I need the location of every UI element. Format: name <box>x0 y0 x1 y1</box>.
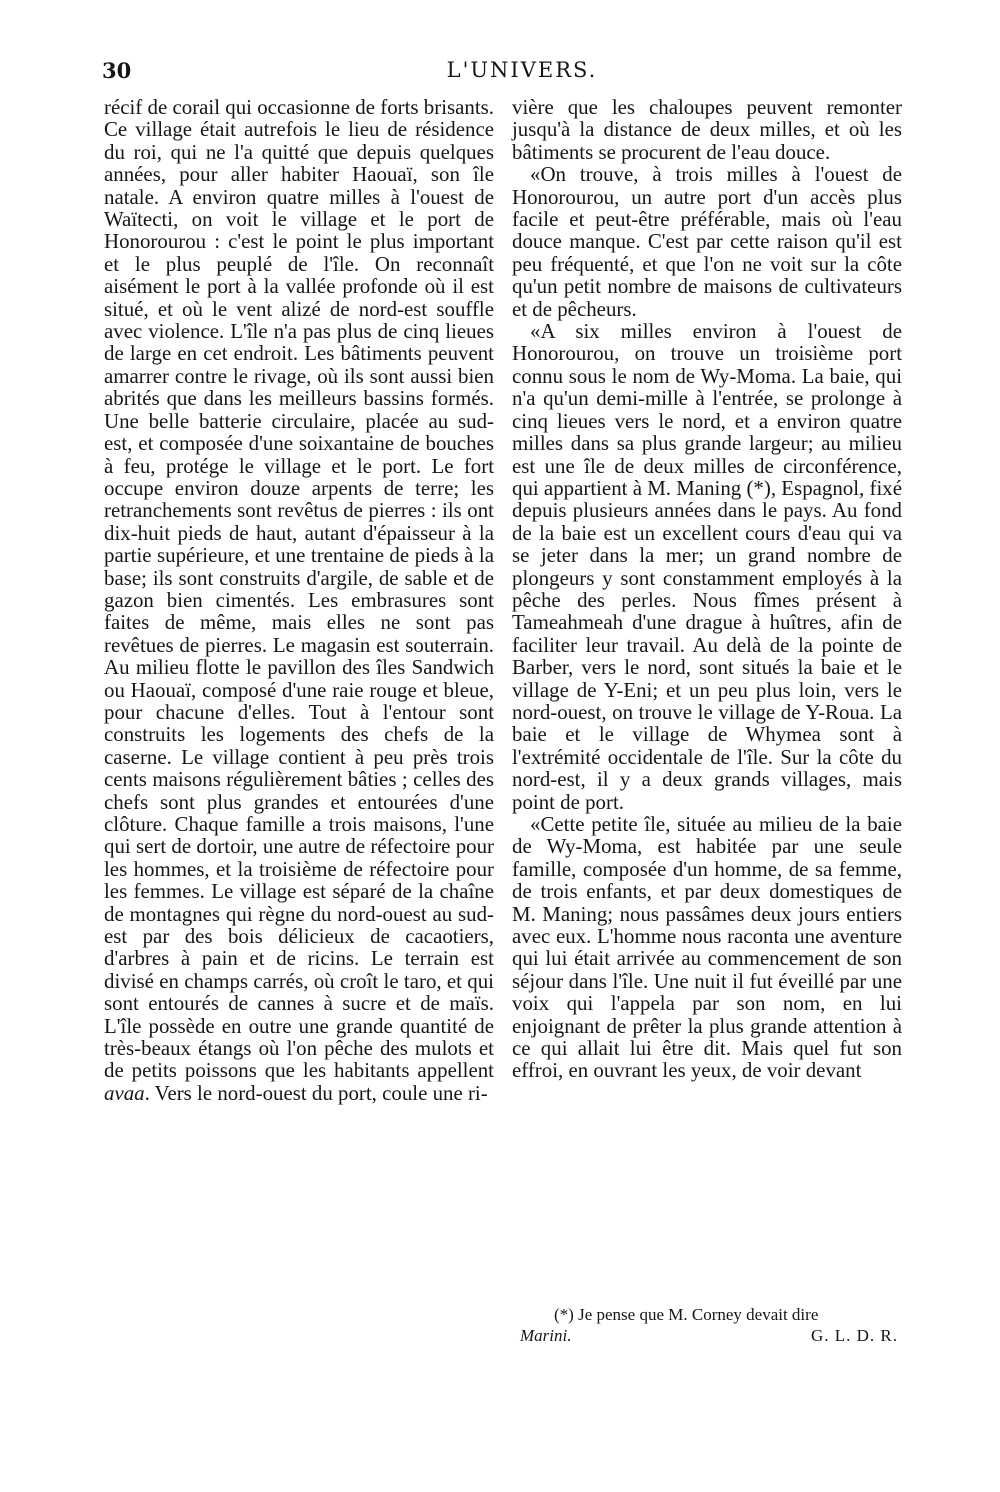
left-paragraph-1 <box>104 96 494 1104</box>
right-paragraph-2: «On trouve, à trois milles à l'ouest de Honorourou, un autre port d'un accès plus facile et peut-être préférable, mais où l'eau douce manque. C'est par cette raison qu'il est peu fréquenté, et que l'on ne voit sur la côte qu'un petit nombre de maisons de cultivateurs et de pêcheurs. <box>512 162 902 321</box>
left-paragraph-1-end: . Vers le nord-ouest du port, coule une ri- <box>144 1080 488 1105</box>
footnote-signature: G. L. D. R. <box>810 1326 898 1345</box>
left-paragraph-1-text: récif de corail qui occasionne de forts brisants. Ce village était autrefois le lieu de résidence du roi, qui ne l'a quitté que depuis quelques années, pour aller habiter Haouaï, son île natale. A environ quatre milles à l'ouest de Waïtecti, on voit le village et le port de Honorourou : c'est le point le plus important et le plus peuplé de l'île. On reconnaît aisément le port à la vallée profonde où il est situé, et où le vent alizé de nord-est souffle avec violence. L'île n'a pas plus de cinq lieues de large en cet endroit. Les bâtiments peuvent amarrer contre le rivage, où ils sont aussi bien abrités que dans les meilleurs bassins formés. Une belle batterie circulaire, placée au sud-est, et composée d'une soixantaine de bouches à feu, protége le village et le port. Le fort occupe environ douze arpents de terre; les retranchements sont revêtus de pierres : ils ont dix-huit pieds de haut, autant d'épaisseur à la partie supérieure, et une trentaine de pieds à la base; ils sont construits d'argile, de sable et de gazon bien cimentés. Les embrasures sont faites de même, mais elles ne sont pas revêtues de pierres. Le magasin est souterrain. Au milieu flotte le pavillon des îles Sandwich ou Haouaï, composé d'une raie rouge et bleue, pour chacune d'elles. Tout à l'entour sont construits les logements des chefs de la caserne. Le village contient à peu près trois cents maisons régulièrement bâties ; celles des chefs sont plus grandes et entourées d'une clôture. Chaque famille a trois maisons, l'une qui sert de dortoir, une autre de réfectoire pour les hommes, et la troisième de réfectoire pour les femmes. Le village est séparé de la chaîne de montagnes qui règne du nord-ouest au sud-est par des bois délicieux de cacaotiers, d'arbres à pain et de ricins. Le terrain est divisé en champs carrés, où croît le taro, et qui sont entourés de cannes à sucre et de maïs. L'île possède en outre une grande quantité de très-beaux étangs où l'on pêche des mulots et de petits poissons que les habitants appellent <box>104 95 494 1083</box>
left-column <box>104 96 494 1104</box>
right-paragraph-4: «Cette petite île, située au milieu de la baie de Wy-Moma, est habitée par une seule famille, composée d'un homme, de sa femme, de trois enfants, et par deux domestiques de M. Maning; nous passâmes deux jours entiers avec eux. L'homme nous raconta une aventure qui lui était arrivée au commencement de son séjour dans l'île. Une nuit il fut éveillé par une voix qui l'appela par son nom, en lui enjoignant de prêter la plus grande attention à ce qui allait lui être dit. Mais quel fut son effroi, en ouvrant les yeux, de voir devant <box>512 812 902 1083</box>
right-paragraph-1: vière que les chaloupes peuvent remonter jusqu'à la distance de deux milles, et où les bâtiments se procurent de l'eau douce. <box>512 95 902 164</box>
italic-word-avaa: avaa <box>104 1080 145 1105</box>
running-title: L'UNIVERS. <box>446 58 598 82</box>
page-number: 30 <box>102 58 132 83</box>
footnote <box>520 1304 902 1346</box>
right-paragraph-3: «A six milles environ à l'ouest de Honorourou, on trouve un troisième port connu sous le nom de Wy-Moma. La baie, qui n'a qu'un demi-mille à l'entrée, se prolonge à cinq lieues vers le nord, et a environ quatre milles dans sa plus grande largeur; au milieu est une île de deux milles de circonférence, qui appartient à M. Maning (*), Espagnol, fixé depuis plusieurs années dans le pays. Au fond de la baie est un excellent cours d'eau qui va se jeter dans la mer; un grand nombre de plongeurs y sont constamment employés à la pêche des perles. Nous fîmes présent à Tameahmeah d'une drague à huîtres, afin de faciliter leur travail. Au delà de la pointe de Barber, vers le nord, sont situés la baie et le village de Y-Eni; et un peu plus loin, vers le nord-ouest, on trouve le village de Y-Roua. La baie et le village de Whymea sont à l'extrémité occidentale de l'île. Sur la côte du nord-est, il y a deux grands villages, mais point de port. <box>512 319 902 814</box>
page-header <box>102 58 902 86</box>
right-column <box>512 96 902 1082</box>
footnote-name: Marini. <box>520 1326 572 1345</box>
footnote-text: (*) Je pense que M. Corney devait dire <box>554 1305 819 1324</box>
footnote-second-line <box>520 1325 902 1346</box>
